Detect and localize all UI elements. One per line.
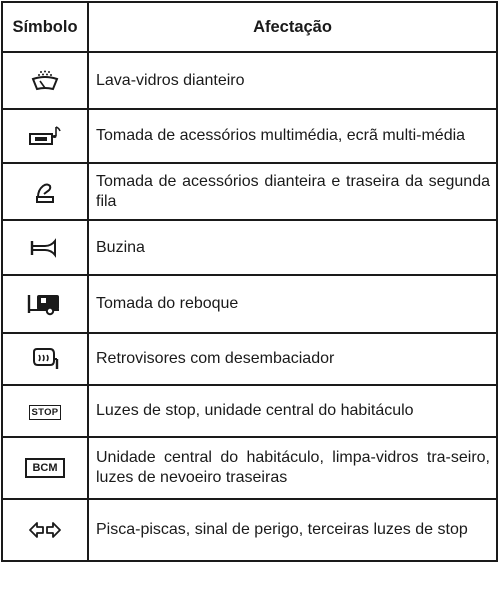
- table-row: [2, 163, 497, 220]
- assignment-text: Tomada de acessórios multimédia, ecrã multi-média: [88, 109, 497, 163]
- symbol-cell: [2, 437, 88, 499]
- assignment-text: Retrovisores com desembaciador: [88, 333, 497, 385]
- table-row: [2, 220, 497, 275]
- table-row: [2, 437, 497, 499]
- heated-mirror-icon: [30, 347, 60, 371]
- table-row: [2, 52, 497, 109]
- table-row: [2, 385, 497, 437]
- assignment-text: Buzina: [88, 220, 497, 275]
- symbol-cell: [2, 275, 88, 333]
- symbol-cell: [2, 109, 88, 163]
- header-assignment: Afectação: [88, 2, 497, 52]
- accessory-socket-icon: [32, 180, 58, 204]
- header-symbol: Símbolo: [2, 2, 88, 52]
- symbol-cell: [2, 163, 88, 220]
- assignment-text: Lava-vidros dianteiro: [88, 52, 497, 109]
- assignment-text: Luzes de stop, unidade central do habitáculo: [88, 385, 497, 437]
- table-header-row: [2, 2, 497, 52]
- symbol-cell: [2, 385, 88, 437]
- symbol-cell: [2, 499, 88, 561]
- windscreen-washer-icon: [30, 70, 60, 92]
- multimedia-socket-icon: [28, 125, 62, 147]
- assignment-text: Unidade central do habitáculo, limpa-vidros tra-seiro, luzes de nevoeiro traseiras: [88, 437, 497, 499]
- trailer-socket-icon: [26, 292, 64, 316]
- assignment-text: Tomada de acessórios dianteira e traseira da segunda fila: [88, 163, 497, 220]
- table-row: [2, 499, 497, 561]
- table-row: [2, 275, 497, 333]
- table-row: [2, 109, 497, 163]
- symbol-cell: [2, 220, 88, 275]
- bcm-icon: BCM: [25, 458, 64, 478]
- turn-signal-icon: [28, 521, 62, 539]
- stop-icon: STOP: [29, 405, 62, 420]
- horn-icon: [29, 238, 61, 258]
- table-row: [2, 333, 497, 385]
- assignment-text: Tomada do reboque: [88, 275, 497, 333]
- symbol-cell: [2, 333, 88, 385]
- fuse-assignment-table: [1, 1, 498, 562]
- symbol-cell: [2, 52, 88, 109]
- assignment-text: Pisca-piscas, sinal de perigo, terceiras luzes de stop: [88, 499, 497, 561]
